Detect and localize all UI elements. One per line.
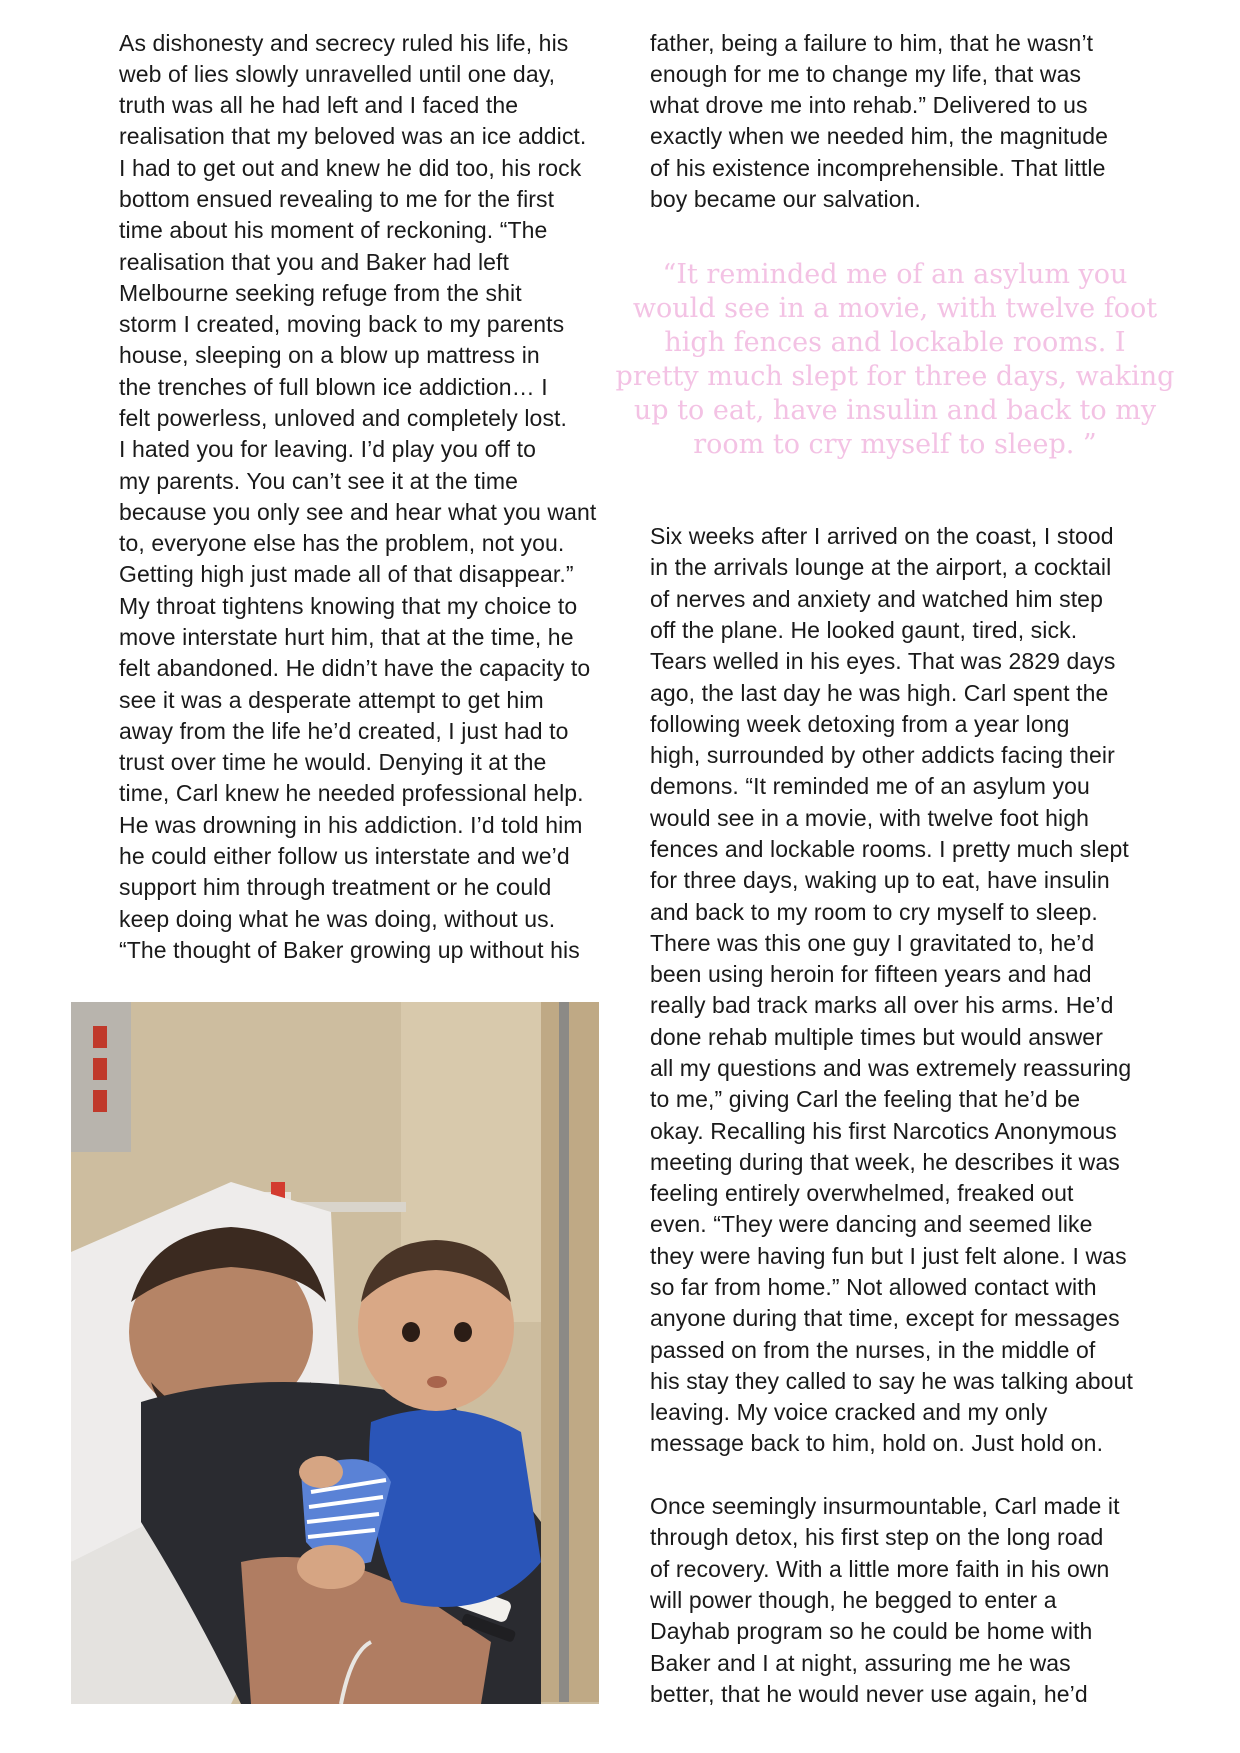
text-line: boy became our salvation. <box>650 186 921 212</box>
text-line: passed on from the nurses, in the middle of <box>650 1337 1096 1363</box>
text-line: of recovery. With a little more faith in his own <box>650 1556 1110 1582</box>
text-line: of his existence incomprehensible. That little <box>650 155 1106 181</box>
text-line: so far from home.” Not allowed contact with <box>650 1274 1097 1300</box>
text-line: support him through treatment or he could <box>119 874 552 900</box>
text-line: to me,” giving Carl the feeling that he’d be <box>650 1086 1081 1112</box>
text-line: all my questions and was extremely reassuring <box>650 1055 1132 1081</box>
text-line: move interstate hurt him, that at the time, he <box>119 624 574 650</box>
text-line: There was this one guy I gravitated to, he’d <box>650 930 1095 956</box>
text-line: even. “They were dancing and seemed like <box>650 1211 1093 1237</box>
text-line: ago, the last day he was high. Carl spent the <box>650 680 1109 706</box>
text-line: high, surrounded by other addicts facing their <box>650 742 1115 768</box>
text-line: I hated you for leaving. I’d play you off to <box>119 436 536 462</box>
text-line: house, sleeping on a blow up mattress in <box>119 342 540 368</box>
text-line: see it was a desperate attempt to get him <box>119 687 544 713</box>
text-line: time, Carl knew he needed professional help. <box>119 780 584 806</box>
text-line: anyone during that time, except for messages <box>650 1305 1120 1331</box>
text-line: Baker and I at night, assuring me he was <box>650 1650 1071 1676</box>
text-line: been using heroin for fifteen years and had <box>650 961 1092 987</box>
text-line: leaving. My voice cracked and my only <box>650 1399 1048 1425</box>
text-line: exactly when we needed him, the magnitude <box>650 123 1108 149</box>
text-line: bottom ensued revealing to me for the first <box>119 186 555 212</box>
text-line: keep doing what he was doing, without us. <box>119 906 556 932</box>
text-line: trust over time he would. Denying it at the <box>119 749 547 775</box>
text-line: better, that he would never use again, he’d <box>650 1681 1088 1707</box>
text-line: Tears welled in his eyes. That was 2829 days <box>650 648 1116 674</box>
text-line: Dayhab program so he could be home with <box>650 1618 1093 1644</box>
text-line: what drove me into rehab.” Delivered to us <box>650 92 1088 118</box>
text-line: in the arrivals lounge at the airport, a cocktail <box>650 554 1112 580</box>
pull-quote-line: “It reminded me of an asylum you <box>662 259 1128 290</box>
text-line: they were having fun but I just felt alone. I was <box>650 1243 1127 1269</box>
text-line: through detox, his first step on the long road <box>650 1524 1104 1550</box>
pull-quote-line: room to cry myself to sleep. ” <box>693 429 1097 460</box>
text-line: message back to him, hold on. Just hold on. <box>650 1430 1104 1456</box>
text-line: really bad track marks all over his arms. He’d <box>650 992 1114 1018</box>
text-line: “The thought of Baker growing up without his <box>119 937 580 963</box>
text-line: his stay they called to say he was talking about <box>650 1368 1133 1394</box>
text-line: I had to get out and knew he did too, his rock <box>119 155 582 181</box>
text-line: for three days, waking up to eat, have insulin <box>650 867 1110 893</box>
text-line: felt powerless, unloved and completely lost. <box>119 405 568 431</box>
text-line: My throat tightens knowing that my choice to <box>119 593 578 619</box>
text-line: feeling entirely overwhelmed, freaked out <box>650 1180 1074 1206</box>
text-line: enough for me to change my life, that was <box>650 61 1082 87</box>
text-line: of nerves and anxiety and watched him step <box>650 586 1103 612</box>
text-line: web of lies slowly unravelled until one day, <box>119 61 556 87</box>
text-line: will power though, he begged to enter a <box>650 1587 1057 1613</box>
text-line: Getting high just made all of that disappear.” <box>119 561 574 587</box>
pull-quote-line: high fences and lockable rooms. I <box>664 327 1126 358</box>
text-line: felt abandoned. He didn’t have the capacity to <box>119 655 591 681</box>
photo-illustration <box>71 1002 599 1704</box>
pull-quote-line: up to eat, have insulin and back to my <box>633 395 1157 426</box>
text-line: meeting during that week, he describes it was <box>650 1149 1120 1175</box>
text-line: away from the life he’d created, I just had to <box>119 718 569 744</box>
text-line: my parents. You can’t see it at the time <box>119 468 519 494</box>
text-line: Once seemingly insurmountable, Carl made it <box>650 1493 1120 1519</box>
text-line: okay. Recalling his first Narcotics Anonymous <box>650 1118 1117 1144</box>
text-line: truth was all he had left and I faced the <box>119 92 519 118</box>
text-line: because you only see and hear what you want <box>119 499 597 525</box>
pull-quote-line: would see in a movie, with twelve foot <box>632 293 1158 324</box>
text-line: demons. “It reminded me of an asylum you <box>650 773 1090 799</box>
text-line: fences and lockable rooms. I pretty much slept <box>650 836 1129 862</box>
text-line: to, everyone else has the problem, not you. <box>119 530 565 556</box>
text-line: He was drowning in his addiction. I’d told him <box>119 812 583 838</box>
text-line: Six weeks after I arrived on the coast, I stood <box>650 523 1114 549</box>
text-line: would see in a movie, with twelve foot high <box>650 805 1089 831</box>
text-line: realisation that my beloved was an ice addict. <box>119 123 587 149</box>
text-line: the trenches of full blown ice addiction… I <box>119 374 548 400</box>
text-line: As dishonesty and secrecy ruled his life, his <box>119 30 569 56</box>
pull-quote <box>600 258 1190 462</box>
text-line: off the plane. He looked gaunt, tired, sick. <box>650 617 1078 643</box>
text-line: realisation that you and Baker had left <box>119 249 510 275</box>
text-line: storm I created, moving back to my parents <box>119 311 565 337</box>
pull-quote-line: pretty much slept for three days, waking <box>615 361 1175 392</box>
text-line: time about his moment of reckoning. “The <box>119 217 548 243</box>
text-line: father, being a failure to him, that he wasn’t <box>650 30 1094 56</box>
text-line: Melbourne seeking refuge from the shit <box>119 280 522 306</box>
text-line: he could either follow us interstate and we’d <box>119 843 570 869</box>
text-line: following week detoxing from a year long <box>650 711 1070 737</box>
father-and-baby-photo <box>71 1002 599 1704</box>
text-line: done rehab multiple times but would answer <box>650 1024 1103 1050</box>
text-line: and back to my room to cry myself to sleep. <box>650 899 1098 925</box>
